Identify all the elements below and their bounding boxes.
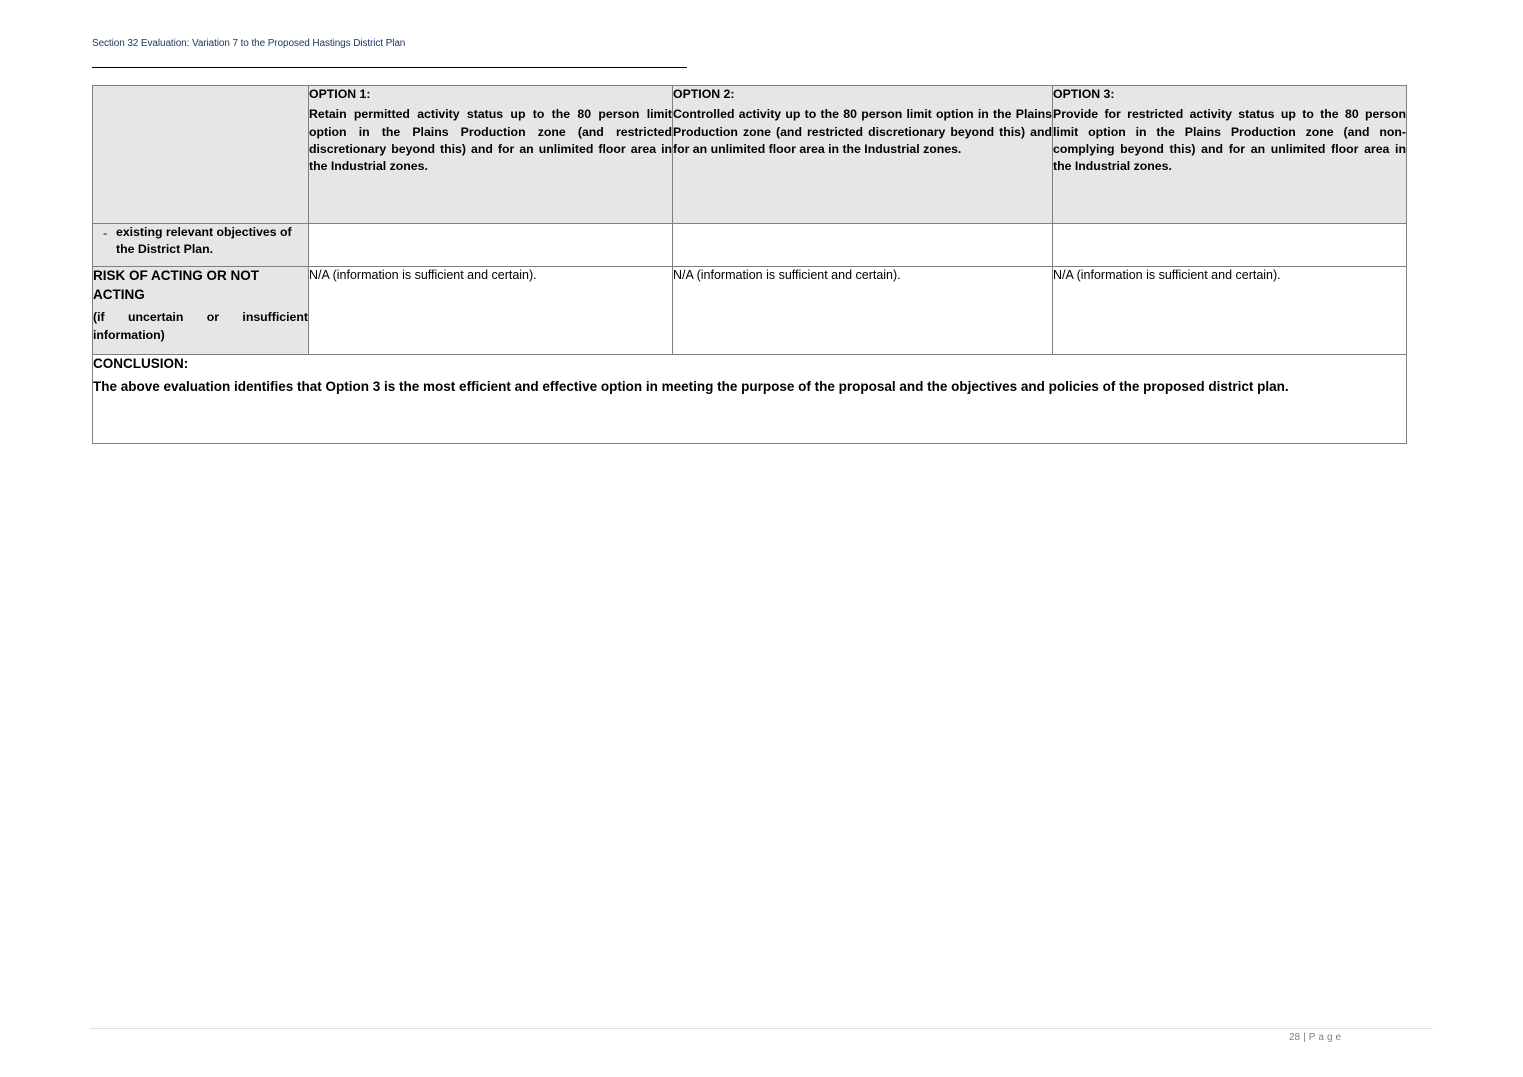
- objectives-row: [93, 224, 1407, 267]
- option-title: OPTION 3:: [1053, 87, 1115, 101]
- page-number-footer: [1289, 1032, 1344, 1043]
- risk-option-1-value: N/A (information is sufficient and certain).: [309, 267, 673, 355]
- risk-subtitle-line-1: (if uncertain or insufficient: [93, 310, 308, 324]
- risk-option-2-value: N/A (information is sufficient and certain).: [673, 267, 1053, 355]
- objectives-option-3-cell: [1053, 224, 1407, 267]
- risk-subtitle: [93, 309, 308, 344]
- page-number: 28: [1289, 1032, 1301, 1043]
- objectives-label: existing relevant objectives of the District Plan.: [116, 225, 292, 256]
- header-divider: [92, 67, 687, 68]
- option-1-header: [309, 86, 673, 224]
- objectives-option-2-cell: [673, 224, 1053, 267]
- footer-divider: [90, 1028, 1433, 1029]
- option-3-header: [1053, 86, 1407, 224]
- option-title: OPTION 1:: [309, 87, 371, 101]
- running-header-title: Section 32 Evaluation: Variation 7 to the Proposed Hastings District Plan: [92, 38, 406, 49]
- page-separator: |: [1303, 1032, 1306, 1043]
- evaluation-table: [92, 85, 1407, 444]
- conclusion-row: [93, 355, 1407, 444]
- list-dash: -: [103, 226, 108, 240]
- risk-row: [93, 267, 1407, 355]
- options-header-row: [93, 86, 1407, 224]
- conclusion-text: The above evaluation identifies that Option 3 is the most efficient and effective option in meeting the purpose of the proposal and the objectives and policies of the proposed district plan.: [93, 379, 1289, 394]
- header-blank-cell: [93, 86, 309, 224]
- risk-title: RISK OF ACTING OR NOT ACTING: [93, 268, 259, 302]
- option-description: Controlled activity up to the 80 person limit option in the Plains Production zone (and restricted discretionary beyond this) and for an unlimited floor area in the Industrial zones.: [673, 107, 1052, 156]
- risk-option-3-value: N/A (information is sufficient and certain).: [1053, 267, 1407, 355]
- risk-subtitle-line-2: information): [93, 327, 165, 342]
- option-title: OPTION 2:: [673, 87, 735, 101]
- option-2-header: [673, 86, 1053, 224]
- page-label: Page: [1308, 1032, 1345, 1043]
- objectives-label-cell: [93, 224, 309, 267]
- option-description: Provide for restricted activity status up to the 80 person limit option in the Plains Production zone (and non-complying beyond this) and for an unlimited floor area in the Industrial zones.: [1053, 107, 1406, 174]
- option-description: Retain permitted activity status up to the 80 person limit option in the Plains Production zone (and restricted discretionary beyond this) and for an unlimited floor area in the Industrial zones.: [309, 107, 672, 174]
- objectives-option-1-cell: [309, 224, 673, 267]
- conclusion-cell: [93, 355, 1407, 444]
- conclusion-title: CONCLUSION:: [93, 356, 189, 371]
- risk-label-cell: [93, 267, 309, 355]
